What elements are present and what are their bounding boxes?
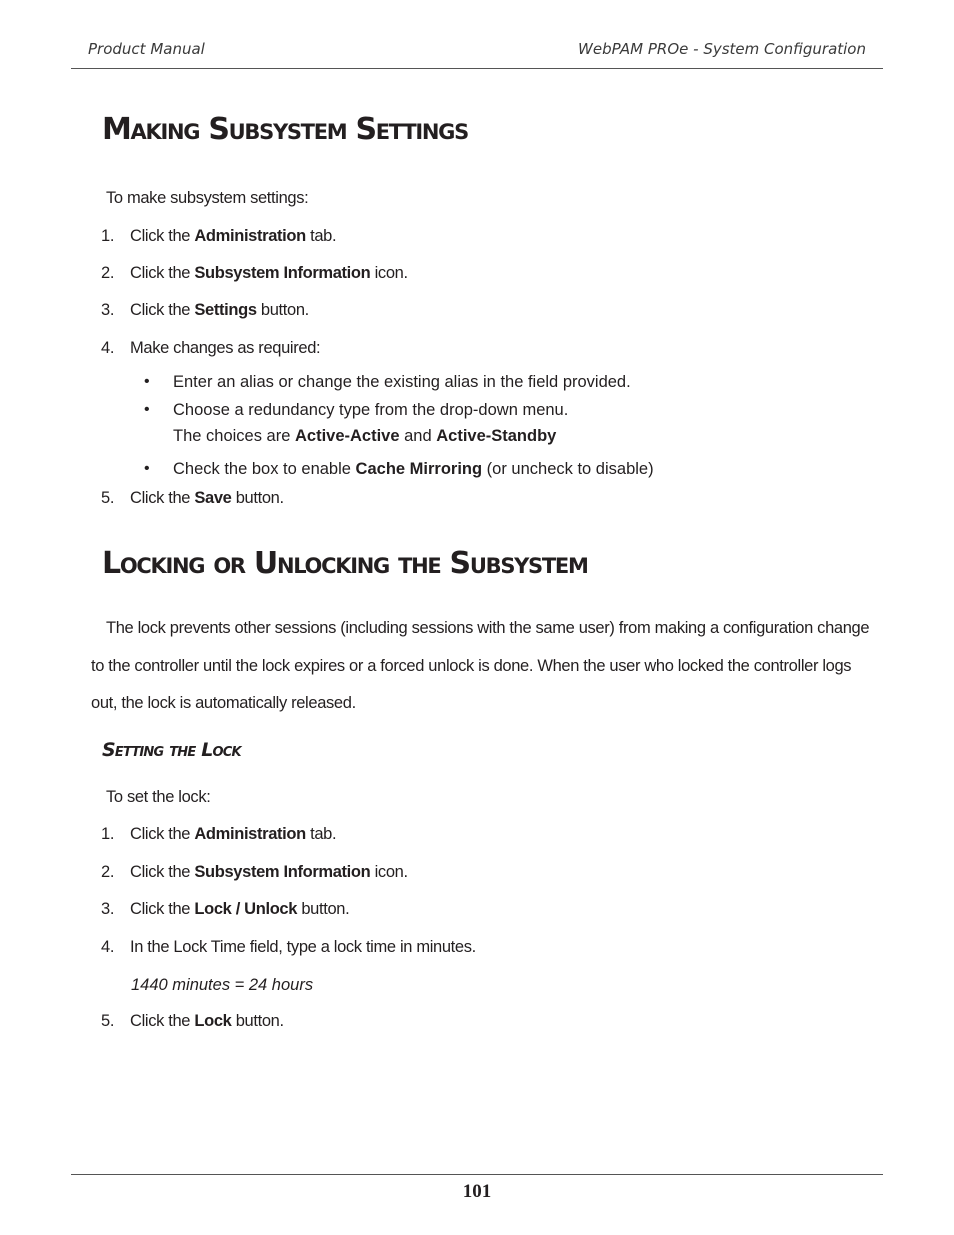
page-number: 101 [462, 1181, 492, 1202]
footer-rule [71, 1174, 883, 1175]
step-number: 2. [101, 863, 115, 881]
paragraph-line: out, the lock is automatically released. [91, 694, 356, 712]
step-number: 5. [101, 489, 115, 507]
bullet-mark: • [144, 460, 150, 477]
step-text: In the Lock Time field, type a lock time in minutes. [130, 938, 476, 956]
step-text: Click the Settings button. [130, 301, 309, 319]
step-number: 4. [101, 339, 115, 357]
lock-time-note: 1440 minutes = 24 hours [131, 976, 314, 994]
bullet-text: Check the box to enable Cache Mirroring (or uncheck to disable) [173, 460, 654, 478]
header-right: WebPAM PROe - System Configuration [578, 40, 866, 58]
header-rule [71, 68, 883, 69]
bullet-mark: • [144, 373, 150, 390]
section-title-subsystem-settings: Making Subsystem Settings [102, 112, 468, 147]
step-number: 2. [101, 264, 115, 282]
step-text: Make changes as required: [130, 339, 321, 357]
bullet-text: Enter an alias or change the existing alias in the field provided. [173, 373, 631, 391]
bullet-mark: • [144, 401, 150, 418]
section2-intro: To set the lock: [106, 788, 211, 806]
step-number: 3. [101, 900, 115, 918]
paragraph-line: to the controller until the lock expires or a forced unlock is done. When the user who locked the controller logs [91, 657, 852, 675]
bullet-continuation: The choices are Active-Active and Active-Standby [173, 427, 557, 445]
step-text: Click the Subsystem Information icon. [130, 264, 408, 282]
step-text: Click the Save button. [130, 489, 284, 507]
step-number: 1. [101, 825, 115, 843]
step-number: 5. [101, 1012, 115, 1030]
section-title-locking: Locking or Unlocking the Subsystem [102, 546, 588, 581]
step-number: 1. [101, 227, 115, 245]
step-text: Click the Administration tab. [130, 227, 337, 245]
paragraph-line: The lock prevents other sessions (including sessions with the same user) from making a configuration change [106, 619, 870, 637]
step-text: Click the Subsystem Information icon. [130, 863, 408, 881]
step-text: Click the Lock button. [130, 1012, 284, 1030]
subsection-title-setting-lock: Setting the Lock [102, 739, 241, 761]
step-text: Click the Administration tab. [130, 825, 337, 843]
step-number: 3. [101, 301, 115, 319]
step-number: 4. [101, 938, 115, 956]
section1-intro: To make subsystem settings: [106, 189, 309, 207]
header-left: Product Manual [88, 40, 205, 58]
bullet-text: Choose a redundancy type from the drop-down menu. [173, 401, 569, 419]
step-text: Click the Lock / Unlock button. [130, 900, 350, 918]
